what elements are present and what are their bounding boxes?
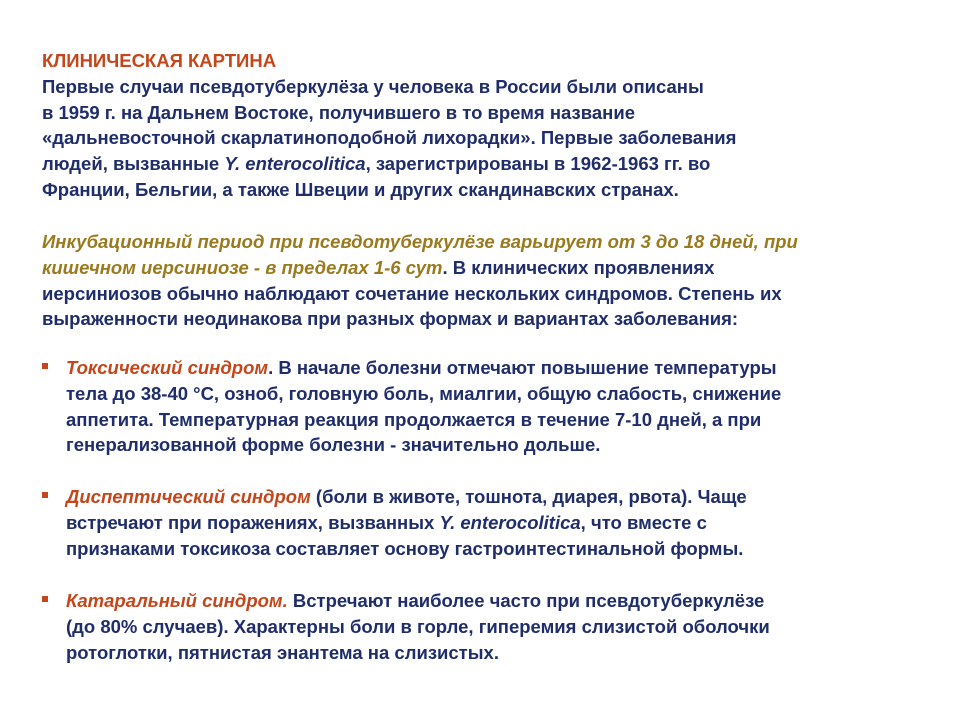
section-heading: КЛИНИЧЕСКАЯ КАРТИНА [42,50,277,71]
square-bullet-icon [42,363,48,369]
intro-line-3: «дальневосточной скарлатиноподобной лихорадки». Первые заболевания [42,127,737,149]
incubation-section [42,229,942,332]
dyspeptic-line-2-end: , что вместе с [580,511,707,533]
species-name: Y. enterocolitica [439,511,581,533]
dyspeptic-line-2-start: встречают при поражениях, вызванных [66,511,440,533]
intro-line-4-end: , зарегистрированы в 1962-1963 гг. во [365,153,711,175]
intro-line-1: Первые случаи псевдотуберкулёза у человека в России были описаны [42,75,704,97]
square-bullet-icon [42,492,48,498]
toxic-line-1-text: . В начале болезни отмечают повышение температуры [268,357,777,378]
bullet-toxic-line-2: тела до 38-40 °С, озноб, головную боль, миалгии, общую слабость, снижение [66,382,782,404]
incubation-line-3: иерсиниозов обычно наблюдают сочетание нескольких синдромов. Степень их [42,282,782,304]
bullet-dyspeptic-line-2 [42,510,942,536]
intro-line-4 [42,151,942,177]
bullet-catarrhal-line-3: ротоглотки, пятнистая энантема на слизистых. [66,641,499,663]
bullet-toxic [42,355,942,458]
bullet-dyspeptic [42,484,942,561]
incubation-line-2 [42,255,942,281]
catarrhal-syndrome-name: Катаральный синдром. [66,590,288,611]
bullet-catarrhal-line-1 [42,588,942,614]
incubation-line-4: выраженности неодинакова при разных формах и вариантах заболевания: [42,308,739,330]
dyspeptic-line-1-text: (боли в животе, тошнота, диарея, рвота). Чаще [310,486,747,507]
bullet-catarrhal-line-2: (до 80% случаев). Характерны боли в горле, гиперемия слизистой оболочки [66,615,770,637]
bullet-catarrhal [42,588,942,665]
bullet-toxic-line-3: аппетита. Температурная реакция продолжается в течение 7-10 дней, а при [66,408,762,430]
intro-line-4-start: людей, вызванные [42,153,225,175]
bullet-toxic-line-4: генерализованной форме болезни - значительно дольше. [66,434,601,456]
incubation-highlight: кишечном иерсиниозе - в пределах 1-6 сут [42,256,443,278]
intro-line-5: Франции, Бельгии, а также Швеции и других скандинавских странах. [42,178,679,200]
bullet-dyspeptic-line-3: признаками токсикоза составляет основу гастроинтестинальной формы. [66,537,744,559]
bullet-dyspeptic-line-1 [42,484,942,510]
intro-line-2: в 1959 г. на Дальнем Востоке, получившего в то время название [42,101,635,123]
incubation-line-2-end: . В клинических проявлениях [442,256,715,278]
dyspeptic-syndrome-name: Диспептический синдром [66,486,311,507]
incubation-line-1: Инкубационный период при псевдотуберкулёзе варьирует от 3 до 18 дней, при [42,231,798,252]
square-bullet-icon [42,596,48,602]
bullet-toxic-line-1 [42,355,942,381]
toxic-syndrome-name: Токсический синдром [66,357,269,378]
species-name: Y. enterocolitica [224,153,366,175]
catarrhal-line-1-text: Встречают наиболее часто при псевдотуберкулёзе [287,590,765,611]
intro-section [42,48,942,203]
